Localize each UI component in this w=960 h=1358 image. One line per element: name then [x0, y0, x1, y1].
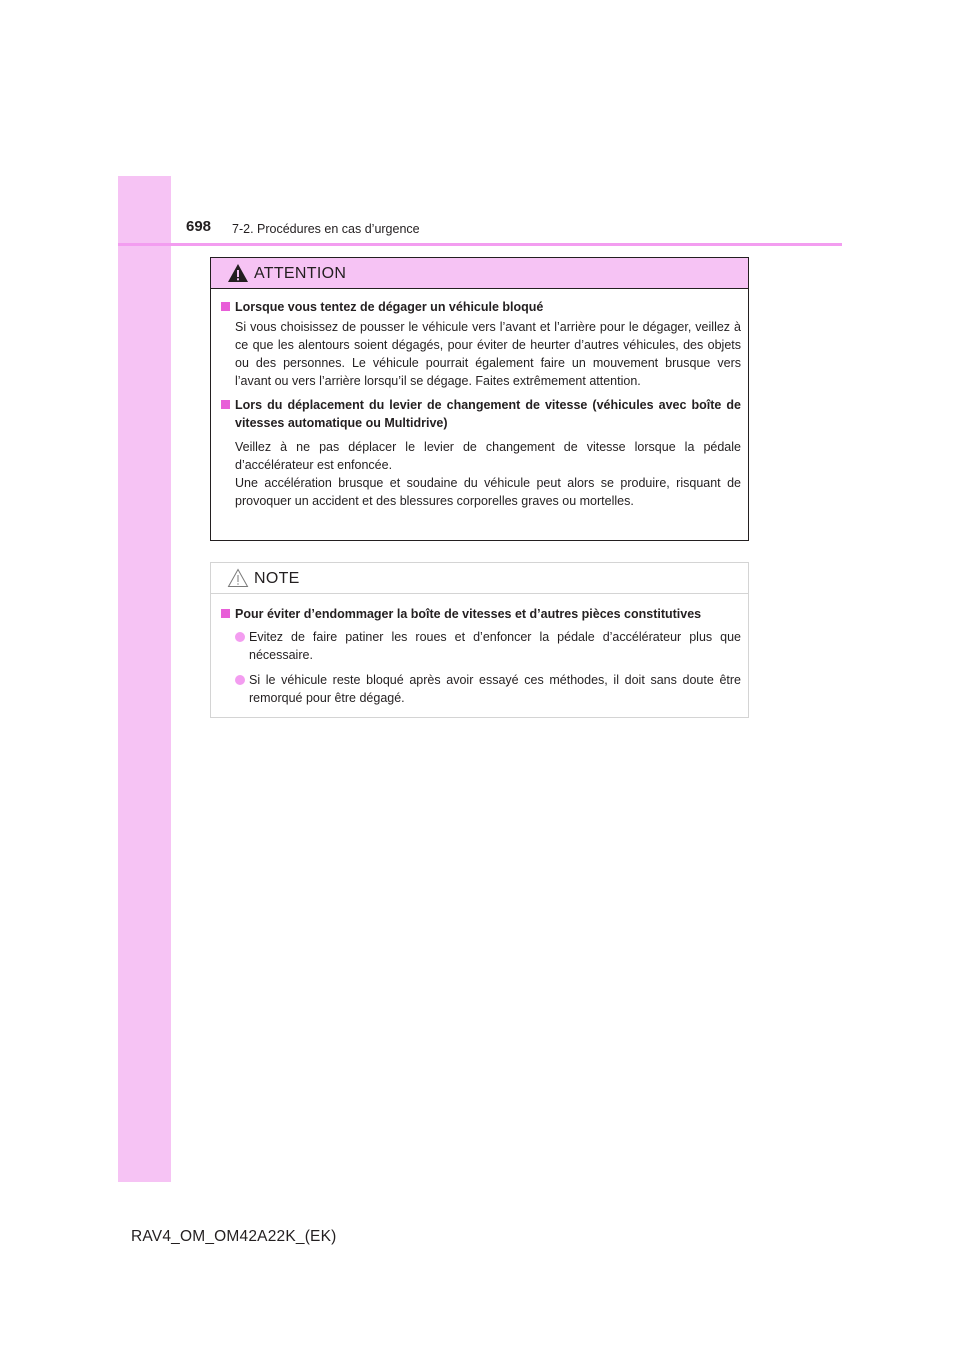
section-title: 7-2. Procédures en cas d’urgence: [232, 222, 420, 236]
note-heading: NOTE: [254, 570, 300, 587]
attention-paragraph: Une accélération brusque et soudaine du véhicule peut alors se produire, risquant de provoquer un accident et des blessures corporelles graves ou mortelles.: [235, 476, 741, 508]
note-bullet: Si le véhicule reste bloqué après avoir essayé ces méthodes, il doit sans doute être remorqué pour être dégagé.: [218, 671, 741, 707]
note-header: [211, 563, 748, 594]
square-marker-icon: [221, 302, 230, 311]
attention-box: [210, 257, 749, 541]
attention-body: [211, 289, 748, 510]
header-rule: [118, 243, 842, 246]
attention-paragraph: Veillez à ne pas déplacer le levier de changement de vitesse lorsque la pédale d’accélérateur est enfoncée.: [235, 440, 741, 472]
note-body: [211, 594, 748, 707]
document-code: RAV4_OM_OM42A22K_(EK): [131, 1228, 337, 1245]
page-number: 698: [186, 218, 212, 235]
caution-outline-triangle-icon: [227, 568, 249, 588]
note-box: [210, 562, 749, 718]
attention-item-title: Lors du déplacement du levier de changement de vitesse (véhicules avec boîte de vitesses automatique ou Multidrive): [218, 396, 741, 432]
attention-item-title: Lorsque vous tentez de dégager un véhicule bloqué: [218, 298, 741, 316]
attention-heading: ATTENTION: [254, 265, 347, 282]
note-bullet: Evitez de faire patiner les roues et d’enfoncer la pédale d’accélérateur plus que nécessaire.: [218, 628, 741, 664]
square-marker-icon: [221, 400, 230, 409]
square-marker-icon: [221, 609, 230, 618]
bullet-dot-icon: [235, 632, 245, 642]
note-item-title: Pour éviter d’endommager la boîte de vitesses et d’autres pièces constitutives: [218, 605, 741, 623]
warning-triangle-icon: [227, 263, 249, 283]
bullet-dot-icon: [235, 675, 245, 685]
attention-paragraph: Si vous choisissez de pousser le véhicule vers l’avant et l’arrière pour le dégager, veillez à ce que les alentours soient dégagés, pour éviter de heurter d’autres véhicules, des objets ou des personnes. Le véhicule pourrait également faire un mouvement brusque vers l’avant ou vers l’arrière lorsqu’il se dégage. Faites extrêmement attention.: [235, 320, 741, 388]
attention-header: [211, 258, 748, 289]
side-color-band: [118, 176, 171, 1182]
